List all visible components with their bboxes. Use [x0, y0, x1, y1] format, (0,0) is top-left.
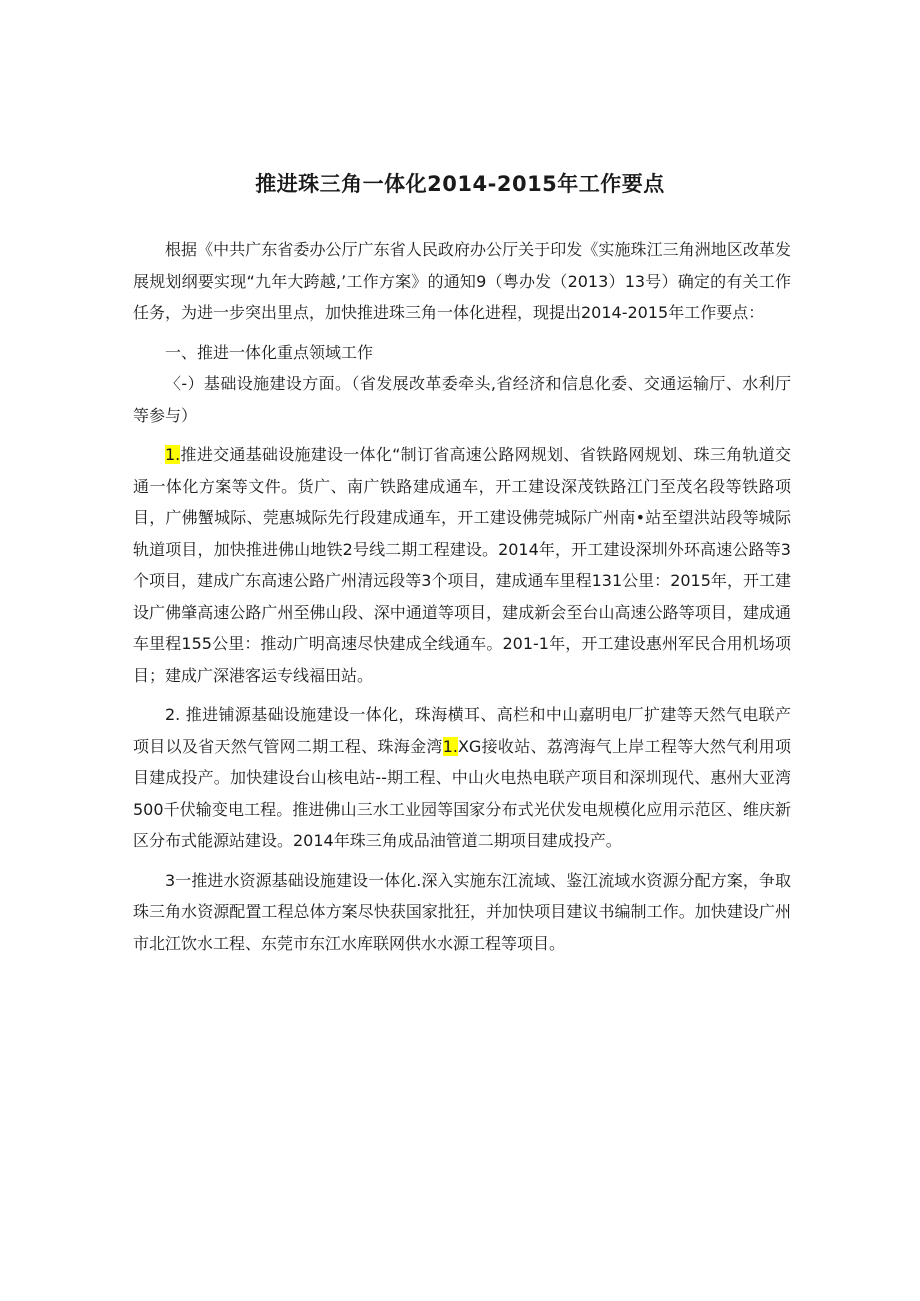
intro-paragraph: 根据《中共广东省委办公厅广东省人民政府办公厅关于印发《实施珠江三角洲地区改革发展规划纲要实现“九年大跨越,’工作方案》的通知9（粤办发（2013）13号）确定的有关工作任务，为进一步突出里点，加快推进珠三角一体化进程，现提出2014-2015年工作要点：	[133, 240, 791, 322]
item-1-paragraph	[133, 439, 791, 691]
highlight-marker: 1.	[165, 445, 181, 464]
item-2-text-after: XG接收站、荔湾海气上岸工程等大然气利用项目建成投产。加快建设台山核电站--期工程、中山火电热电联产项目和深圳现代、惠州大亚湾500千伏输变电工程。推进佛山三水工业园等国家分布式光伏发电规模化应用示范区、维庆新区分布式能源站建设。2014年珠三角成品油管道二期项目建成投产。	[133, 736, 791, 850]
item-2-paragraph	[133, 699, 791, 857]
item-1-text: 推进交通基础设施建设一体化“制订省高速公路网规划、省铁路网规划、珠三角轨道交通一体化方案等文件。货广、南广铁路建成通车，开工建设深茂铁路江门至茂名段等铁路项目，广佛蟹城际、莞惠城际先行段建成通车，开工建设佛莞城际广州南•站至望洪站段等城际轨道项目，加快推进佛山地铁2号线二期工程建设。2014年，开工建设深圳外环高速公路等3个项目，建成广东高速公路广州清远段等3个项目，建成通车里程131公里：2015年，开工建设广佛肇高速公路广州至佛山段、深中通道等项目，建成新会至台山高速公路等项目，建成通车里程155公里：推动广明高速尽快建成全线通车。201-1年，开工建设惠州军民合用机场项目；建成广深港客运专线福田站。	[133, 445, 791, 685]
section-heading: 一、推进一体化重点领域工作	[165, 342, 374, 362]
item-2-text-before: 2. 推进铺源基础设施建设一体化，珠海横耳、高栏和中山嘉明电厂扩建等天然气电联产项目以及省天然气管网二期工程、珠海金湾	[133, 705, 791, 756]
highlight-marker: 1.	[442, 736, 458, 756]
document-title: 推进珠三角一体化2014-2015年工作要点	[255, 172, 665, 196]
subsection-heading: 〈-）基础设施建设方面。（省发展改革委牵头,省经济和信息化委、交通运输厅、水利厅等参与）	[133, 374, 791, 425]
document-body	[133, 234, 791, 959]
item-3-paragraph: 3一推进水资源基础设施建设一体化.深入实施东江流域、鉴江流域水资源分配方案，争取珠三角水资源配置工程总体方案尽快获国家批狂，并加快项目建议书编制工作。加快建设广州市北江饮水工程、东莞市东江水库联网供水水源工程等项目。	[133, 870, 791, 953]
